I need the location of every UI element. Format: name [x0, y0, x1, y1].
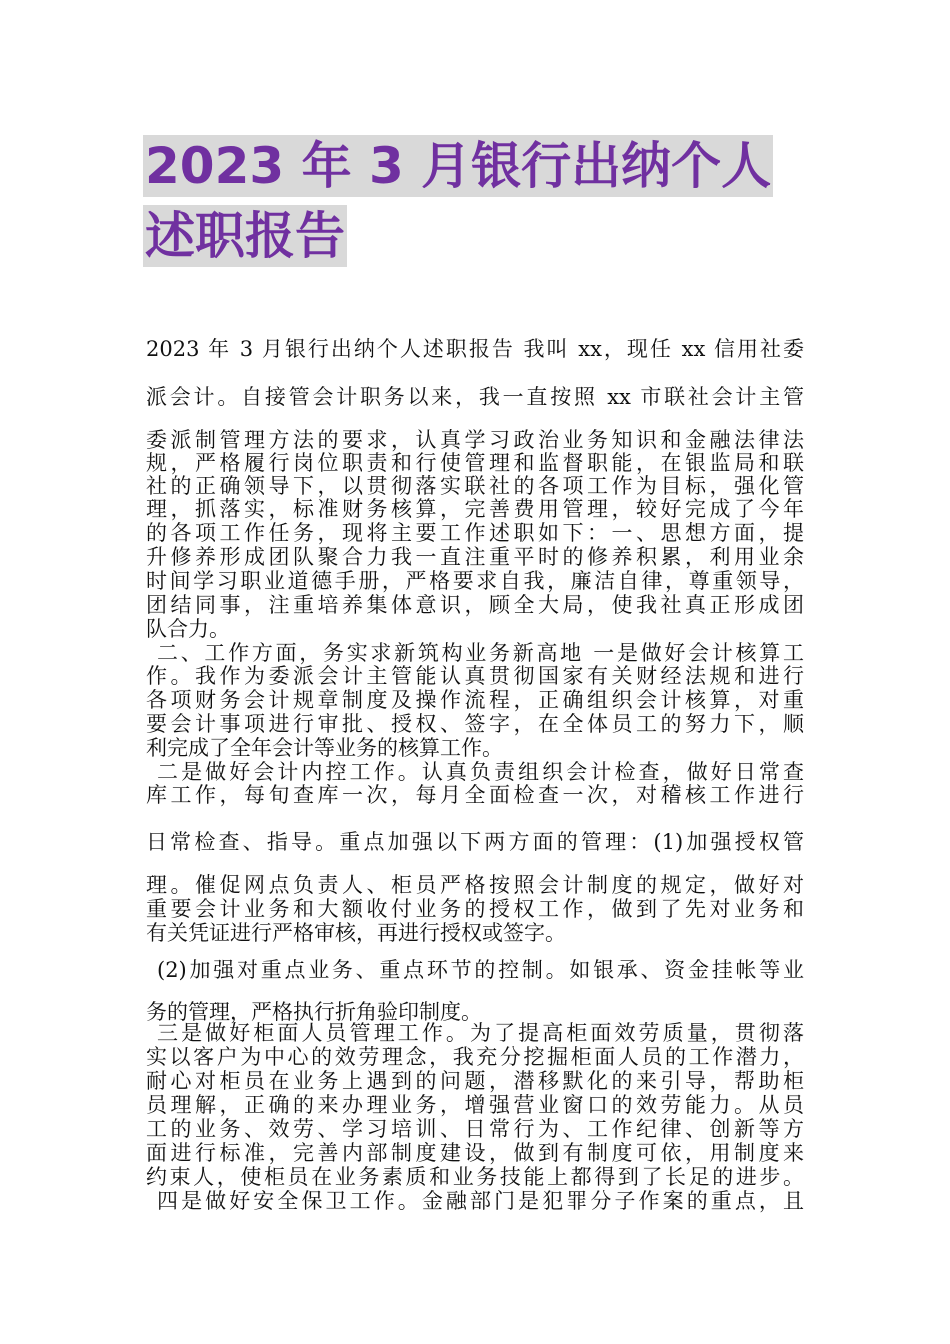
title-line-2: 述职报告	[145, 207, 345, 265]
body-line: 约束人，使柜员在业务素质和业务技能上都得到了长足的进步。	[146, 1165, 804, 1189]
body-line: 队合力。	[146, 617, 230, 641]
body-line: 重要会计业务和大额收付业务的授权工作，做到了先对业务和	[146, 897, 804, 921]
body-line: 派会计。自接管会计职务以来，我一直按照 xx 市联社会计主管	[146, 385, 804, 409]
body-line: 理。催促网点负责人、柜员严格按照会计制度的规定，做好对	[146, 873, 804, 897]
body-line: 规，严格履行岗位职责和行使管理和监督职能，在银监局和联	[146, 451, 804, 475]
body-line: 日常检查、指导。重点加强以下两方面的管理：(1)加强授权管	[146, 830, 804, 854]
body-line: 理，抓落实，标准财务核算，完善费用管理，较好完成了今年	[146, 497, 804, 521]
body-line: 耐心对柜员在业务上遇到的问题，潜移默化的来引导，帮助柜	[146, 1069, 804, 1093]
body-line: 有关凭证进行严格审核，再进行授权或签字。	[146, 921, 566, 945]
body-line: 作。我作为委派会计主管能认真贯彻国家有关财经法规和进行	[146, 664, 804, 688]
body-line: 团结同事，注重培养集体意识，顾全大局，使我社真正形成团	[146, 593, 804, 617]
body-line: (2)加强对重点业务、重点环节的控制。如银承、资金挂帐等业	[157, 958, 804, 982]
body-line: 时间学习职业道德手册，严格要求自我，廉洁自律，尊重领导，	[146, 569, 804, 593]
title-line-1: 2023 年 3 月银行出纳个人	[145, 137, 772, 195]
body-line: 委派制管理方法的要求，认真学习政治业务知识和金融法律法	[146, 428, 804, 452]
body-line: 要会计事项进行审批、授权、签字，在全体员工的努力下，顺	[146, 712, 804, 736]
body-line: 利完成了全年会计等业务的核算工作。	[146, 736, 503, 760]
body-line: 四是做好安全保卫工作。金融部门是犯罪分子作案的重点，且	[157, 1189, 804, 1213]
body-line: 三是做好柜面人员管理工作。为了提高柜面效劳质量，贯彻落	[157, 1021, 804, 1045]
body-line: 二、工作方面，务实求新筑构业务新高地 一是做好会计核算工	[157, 641, 804, 665]
body-line: 升修养形成团队聚合力我一直注重平时的修养积累，利用业余	[146, 545, 804, 569]
body-line: 实以客户为中心的效劳理念，我充分挖掘柜面人员的工作潜力，	[146, 1045, 804, 1069]
body-line: 员理解，正确的来办理业务，增强营业窗口的效劳能力。从员	[146, 1093, 804, 1117]
body-line: 面进行标准，完善内部制度建设，做到有制度可依，用制度来	[146, 1141, 804, 1165]
body-line: 务的管理，严格执行折角验印制度。	[146, 1000, 482, 1024]
body-line: 工的业务、效劳、学习培训、日常行为、工作纪律、创新等方	[146, 1117, 804, 1141]
body-line: 的各项工作任务，现将主要工作述职如下：一、思想方面，提	[146, 521, 804, 545]
body-line: 各项财务会计规章制度及操作流程，正确组织会计核算，对重	[146, 688, 804, 712]
body-line: 二是做好会计内控工作。认真负责组织会计检查，做好日常查	[157, 760, 804, 784]
body-line: 库工作，每旬查库一次，每月全面检查一次，对稽核工作进行	[146, 783, 804, 807]
body-line: 2023 年 3 月银行出纳个人述职报告 我叫 xx，现任 xx 信用社委	[146, 337, 804, 361]
body-line: 社的正确领导下，以贯彻落实联社的各项工作为目标，强化管	[146, 474, 804, 498]
